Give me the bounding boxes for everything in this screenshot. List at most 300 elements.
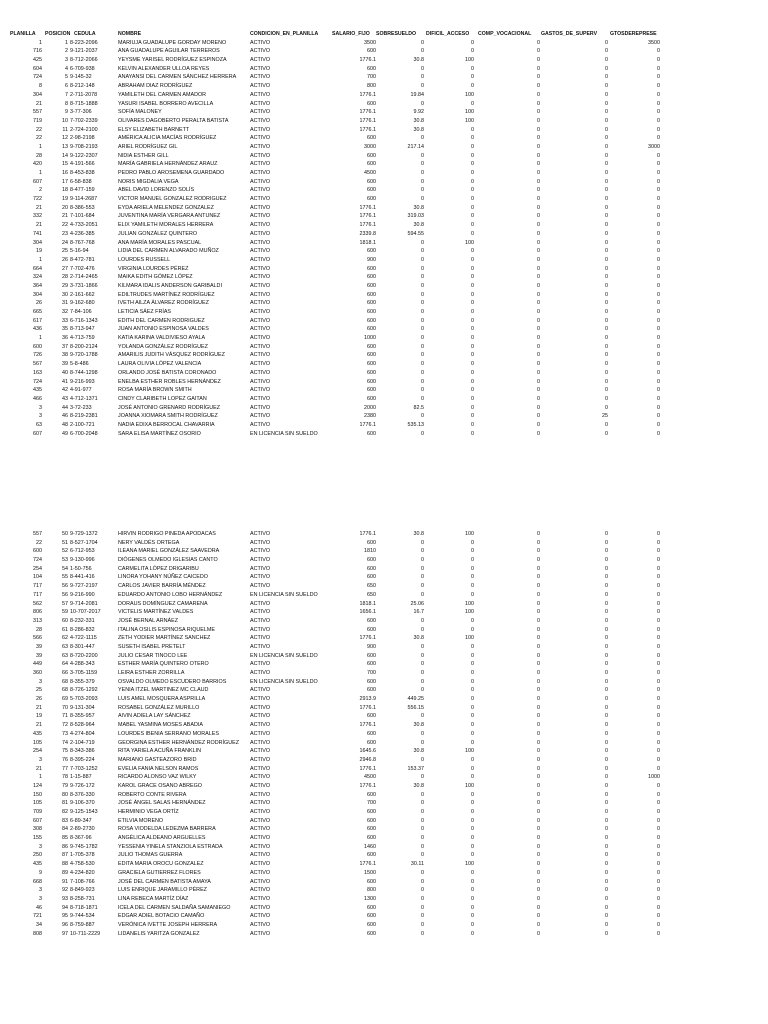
cell-salario: 600	[367, 152, 376, 159]
cell-planilla: 1	[39, 143, 42, 150]
table-row	[0, 265, 768, 274]
table-row	[0, 317, 768, 326]
cell-dificil-acceso: 0	[471, 335, 474, 342]
cell-planilla: 3	[39, 756, 42, 763]
cell-comp-vocacional: 0	[537, 904, 540, 911]
cell-salario: 600	[367, 274, 376, 281]
table-row	[0, 378, 768, 387]
cell-dificil-acceso: 0	[471, 395, 474, 402]
cell-condicion: ACTIVO	[250, 635, 271, 642]
cell-posicion: 61	[62, 626, 68, 633]
cell-gtosdeprese: 0	[657, 196, 660, 203]
cell-comp-vocacional: 0	[537, 548, 540, 555]
cell-posicion: 56	[62, 591, 68, 598]
cell-gastos-superv: 0	[605, 335, 608, 342]
cell-gtosdeprese: 0	[657, 609, 660, 616]
cell-dificil-acceso: 0	[471, 800, 474, 807]
cell-condicion: ACTIVO	[250, 361, 271, 368]
cell-dificil-acceso: 0	[471, 826, 474, 833]
cell-condicion: ACTIVO	[250, 643, 271, 650]
cell-nombre: LETICIA SÁEZ FRÍAS	[118, 309, 172, 315]
cell-comp-vocacional: 0	[537, 65, 540, 72]
table-row	[0, 799, 768, 808]
cell-posicion: 89	[62, 869, 68, 876]
cell-gtosdeprese: 0	[657, 782, 660, 789]
cell-comp-vocacional: 0	[537, 782, 540, 789]
cell-gastos-superv: 0	[605, 213, 608, 220]
cell-sobresueldo: 0	[421, 265, 424, 272]
header-comp-vocacional: COMP_VOCACIONAL	[478, 31, 532, 37]
cell-posicion: 95	[62, 913, 68, 920]
cell-planilla: 724	[33, 557, 42, 564]
cell-gtosdeprese: 0	[657, 756, 660, 763]
cell-condicion: ACTIVO	[250, 65, 271, 72]
cell-gtosdeprese: 0	[657, 170, 660, 176]
cell-sobresueldo: 0	[421, 617, 424, 624]
cell-gtosdeprese: 0	[657, 291, 660, 298]
cell-gastos-superv: 0	[605, 39, 608, 46]
cell-salario: 1300	[364, 895, 376, 902]
cell-gastos-superv: 0	[605, 774, 608, 781]
cell-condicion: ACTIVO	[250, 74, 271, 81]
cell-salario: 600	[367, 343, 376, 350]
cell-gtosdeprese: 0	[657, 404, 660, 411]
cell-gtosdeprese: 0	[657, 161, 660, 168]
cell-nombre: MARIANO GASTEAZORO BRID	[118, 756, 197, 763]
cell-nombre: YAMILETH DEL CARMEN AMADOR	[118, 91, 207, 98]
cell-nombre: YENIA ITZEL MARTINEZ MC CLAUD	[118, 687, 209, 694]
cell-nombre: LUIS ENRIQUE JARAMILLO PÉREZ	[118, 887, 207, 894]
table-row	[0, 860, 768, 869]
cell-nombre: JOANNA XIOMARA SMITH RODRÍGUEZ	[118, 413, 218, 420]
cell-condicion: ACTIVO	[250, 791, 271, 798]
cell-condicion: ACTIVO	[250, 626, 271, 633]
cell-planilla: 1	[39, 39, 42, 46]
table-row	[0, 582, 768, 591]
table-row	[0, 608, 768, 617]
cell-posicion: 71	[62, 713, 68, 720]
cell-dificil-acceso: 100	[465, 782, 474, 789]
cell-cedula: 9-131-304	[70, 704, 95, 711]
table-row	[0, 100, 768, 109]
cell-posicion: 28	[62, 274, 68, 281]
cell-posicion: 12	[62, 135, 68, 142]
cell-salario: 600	[367, 187, 376, 194]
cell-planilla: 1	[39, 256, 42, 263]
cell-planilla: 22	[36, 126, 42, 133]
cell-planilla: 28	[36, 626, 42, 633]
cell-comp-vocacional: 0	[537, 843, 540, 850]
cell-planilla: 1	[39, 774, 42, 781]
cell-dificil-acceso: 0	[471, 756, 474, 763]
cell-dificil-acceso: 0	[471, 317, 474, 324]
cell-cedula: 4-236-385	[70, 230, 95, 237]
cell-posicion: 83	[62, 817, 68, 824]
cell-nombre: JOSÉ BERNAL ARNÁEZ	[118, 617, 179, 624]
cell-posicion: 6	[65, 83, 68, 90]
cell-planilla: 8	[39, 83, 42, 90]
cell-planilla: 709	[33, 809, 42, 815]
cell-gtosdeprese: 0	[657, 635, 660, 642]
cell-dificil-acceso: 100	[465, 531, 474, 537]
cell-posicion: 15	[62, 161, 68, 168]
table-row	[0, 421, 768, 430]
cell-gastos-superv: 0	[605, 421, 608, 428]
cell-condicion: ACTIVO	[250, 921, 271, 928]
cell-gastos-superv: 0	[605, 65, 608, 72]
cell-condicion: ACTIVO	[250, 835, 271, 842]
cell-comp-vocacional: 0	[537, 326, 540, 333]
cell-nombre: CARLOS JAVIER BARRÍA MÉNDEZ	[118, 583, 206, 590]
cell-sobresueldo: 0	[421, 652, 424, 659]
cell-posicion: 4	[65, 65, 68, 72]
cell-comp-vocacional: 0	[537, 678, 540, 685]
cell-cedula: 1-50-756	[70, 565, 92, 572]
table-row	[0, 869, 768, 878]
cell-gtosdeprese: 0	[657, 282, 660, 289]
cell-cedula: 3-77-306	[70, 109, 92, 116]
cell-cedula: 9-745-1782	[70, 843, 98, 850]
cell-posicion: 94	[62, 904, 68, 911]
cell-dificil-acceso: 0	[471, 413, 474, 420]
cell-cedula: 8-744-1298	[70, 369, 98, 376]
cell-condicion: ACTIVO	[250, 335, 271, 342]
table-row	[0, 695, 768, 704]
cell-comp-vocacional: 0	[537, 430, 540, 437]
cell-posicion: 18	[62, 187, 68, 194]
cell-condicion: ACTIVO	[250, 574, 271, 581]
cell-planilla: 567	[33, 361, 42, 368]
cell-planilla: 566	[33, 635, 42, 642]
table-body-1	[0, 39, 768, 439]
cell-condicion: ACTIVO	[250, 782, 271, 789]
cell-condicion: EN LICENCIA SIN SUELDO	[250, 678, 318, 685]
cell-gtosdeprese: 0	[657, 687, 660, 694]
cell-cedula: 9-714-2081	[70, 600, 98, 607]
cell-condicion: ACTIVO	[250, 704, 271, 711]
cell-condicion: ACTIVO	[250, 239, 271, 246]
cell-dificil-acceso: 0	[471, 222, 474, 229]
cell-gastos-superv: 0	[605, 143, 608, 150]
cell-planilla: 26	[36, 300, 42, 307]
cell-nombre: LEIRA ESTHER ZORRILLA	[118, 670, 185, 676]
cell-planilla: 19	[36, 248, 42, 255]
cell-sobresueldo: 535.13	[407, 421, 424, 428]
cell-comp-vocacional: 0	[537, 895, 540, 902]
cell-cedula: 8-441-416	[70, 574, 95, 581]
header-sobresueldo: SOBRESUELDO	[376, 31, 417, 37]
cell-sobresueldo: 0	[421, 539, 424, 546]
cell-sobresueldo: 0	[421, 817, 424, 824]
cell-gastos-superv: 25	[602, 413, 608, 420]
cell-condicion: ACTIVO	[250, 317, 271, 324]
cell-salario: 4500	[364, 774, 376, 781]
cell-posicion: 92	[62, 887, 68, 894]
cell-comp-vocacional: 0	[537, 378, 540, 385]
cell-condicion: ACTIVO	[250, 300, 271, 307]
header-gastos-superv: GASTOS_DE_SUPERV	[541, 31, 598, 37]
cell-sobresueldo: 0	[421, 178, 424, 185]
cell-dificil-acceso: 0	[471, 48, 474, 55]
cell-planilla: 105	[33, 800, 42, 807]
cell-dificil-acceso: 0	[471, 230, 474, 237]
cell-planilla: 3	[39, 895, 42, 902]
cell-salario: 600	[367, 626, 376, 633]
cell-sobresueldo: 594.55	[407, 230, 424, 237]
cell-gtosdeprese: 0	[657, 661, 660, 668]
cell-condicion: ACTIVO	[250, 143, 271, 150]
cell-posicion: 23	[62, 230, 68, 237]
cell-sobresueldo: 0	[421, 335, 424, 342]
cell-gtosdeprese: 0	[657, 852, 660, 859]
header-cedula: CEDULA	[74, 31, 96, 37]
cell-salario: 1776.1	[359, 213, 376, 220]
cell-posicion: 1	[65, 39, 68, 46]
cell-gtosdeprese: 0	[657, 248, 660, 255]
cell-condicion: ACTIVO	[250, 765, 271, 772]
cell-comp-vocacional: 0	[537, 143, 540, 150]
cell-gastos-superv: 0	[605, 617, 608, 624]
cell-gastos-superv: 0	[605, 248, 608, 255]
cell-gastos-superv: 0	[605, 635, 608, 642]
cell-comp-vocacional: 0	[537, 748, 540, 755]
table-row	[0, 430, 768, 439]
table-row	[0, 91, 768, 100]
table-row	[0, 547, 768, 556]
table-row	[0, 712, 768, 721]
cell-comp-vocacional: 0	[537, 826, 540, 833]
cell-comp-vocacional: 0	[537, 74, 540, 81]
cell-posicion: 75	[62, 748, 68, 755]
table-row	[0, 334, 768, 343]
cell-comp-vocacional: 0	[537, 574, 540, 581]
cell-comp-vocacional: 0	[537, 421, 540, 428]
cell-sobresueldo: 0	[421, 756, 424, 763]
cell-comp-vocacional: 0	[537, 100, 540, 107]
cell-nombre: YOLANDA GONZÁLEZ RODRÍGUEZ	[118, 343, 208, 350]
cell-condicion: ACTIVO	[250, 213, 271, 220]
cell-sobresueldo: 0	[421, 274, 424, 281]
cell-condicion: ACTIVO	[250, 800, 271, 807]
cell-gtosdeprese: 3000	[648, 143, 660, 150]
cell-gastos-superv: 0	[605, 626, 608, 633]
table-row	[0, 412, 768, 421]
cell-sobresueldo: 30.8	[413, 126, 424, 133]
table-row	[0, 152, 768, 161]
cell-nombre: NERY VALDÉS ORTEGA	[118, 539, 180, 546]
cell-salario: 1776.1	[359, 704, 376, 711]
cell-condicion: ACTIVO	[250, 152, 271, 159]
cell-salario: 1776.1	[359, 861, 376, 868]
cell-salario: 900	[367, 643, 376, 650]
cell-cedula: 8-258-731	[70, 895, 95, 902]
cell-gastos-superv: 0	[605, 57, 608, 64]
cell-comp-vocacional: 0	[537, 282, 540, 289]
cell-gtosdeprese: 0	[657, 765, 660, 772]
cell-dificil-acceso: 0	[471, 878, 474, 885]
cell-sobresueldo: 30.8	[413, 117, 424, 124]
cell-nombre: AMÉRICA ALICIA MACÍAS RODRÍGUEZ	[118, 135, 217, 142]
cell-sobresueldo: 25.06	[410, 600, 424, 607]
cell-comp-vocacional: 0	[537, 300, 540, 307]
cell-nombre: GRACIELA GUTIERREZ FLORES	[118, 869, 201, 876]
cell-cedula: 8-477-159	[70, 187, 95, 194]
cell-posicion: 79	[62, 782, 68, 789]
table-body-2	[0, 530, 768, 938]
cell-posicion: 31	[62, 300, 68, 307]
cell-gtosdeprese: 0	[657, 369, 660, 376]
cell-nombre: EDUARDO ANTONIO LOBO HERNÁNDEZ	[118, 591, 223, 598]
cell-planilla: 9	[39, 869, 42, 876]
cell-dificil-acceso: 0	[471, 170, 474, 176]
cell-gtosdeprese: 0	[657, 213, 660, 220]
cell-comp-vocacional: 0	[537, 204, 540, 211]
cell-salario: 600	[367, 557, 376, 564]
cell-condicion: ACTIVO	[250, 265, 271, 272]
cell-cedula: 4-274-804	[70, 730, 95, 737]
table-row	[0, 169, 768, 178]
cell-planilla: 3	[39, 404, 42, 411]
table-row	[0, 239, 768, 248]
cell-dificil-acceso: 0	[471, 83, 474, 90]
cell-gastos-superv: 0	[605, 187, 608, 194]
cell-comp-vocacional: 0	[537, 335, 540, 342]
cell-gtosdeprese: 0	[657, 309, 660, 315]
cell-gastos-superv: 0	[605, 222, 608, 229]
cell-posicion: 30	[62, 291, 68, 298]
cell-dificil-acceso: 0	[471, 835, 474, 842]
cell-gastos-superv: 0	[605, 204, 608, 211]
cell-gtosdeprese: 1000	[648, 774, 660, 781]
cell-sobresueldo: 0	[421, 913, 424, 920]
cell-cedula: 1-705-378	[70, 852, 95, 859]
cell-posicion: 29	[62, 282, 68, 289]
table-row	[0, 530, 768, 539]
cell-comp-vocacional: 0	[537, 835, 540, 842]
cell-planilla: 724	[33, 74, 42, 81]
cell-nombre: JULIO CESAR TINOCO LEE	[118, 652, 188, 659]
cell-posicion: 36	[62, 335, 68, 342]
cell-cedula: 2-714-2465	[70, 274, 98, 281]
cell-dificil-acceso: 100	[465, 57, 474, 64]
cell-salario: 600	[367, 921, 376, 928]
cell-cedula: 9-121-2037	[70, 48, 98, 55]
cell-nombre: MAIKA EDITH GÓMEZ LÓPEZ	[118, 274, 193, 281]
cell-cedula: 6-89-347	[70, 817, 92, 824]
cell-nombre: NADIA EDIXA BERROCAL CHAVARRIA	[118, 421, 215, 428]
cell-gtosdeprese: 0	[657, 222, 660, 229]
cell-planilla: 324	[33, 274, 42, 281]
cell-planilla: 716	[33, 48, 42, 55]
cell-dificil-acceso: 0	[471, 809, 474, 815]
cell-nombre: ROBERTO CONTE RIVERA	[118, 791, 187, 798]
cell-gastos-superv: 0	[605, 809, 608, 815]
table-row	[0, 404, 768, 413]
cell-salario: 3500	[364, 39, 376, 46]
cell-salario: 1656.1	[359, 609, 376, 616]
cell-sobresueldo: 30.8	[413, 204, 424, 211]
cell-salario: 600	[367, 565, 376, 572]
cell-planilla: 717	[33, 583, 42, 590]
cell-salario: 1776.1	[359, 765, 376, 772]
cell-posicion: 63	[62, 643, 68, 650]
cell-dificil-acceso: 0	[471, 361, 474, 368]
cell-nombre: LIDIA DEL CARMEN ALVARADO MUÑOZ	[118, 248, 219, 255]
cell-salario: 700	[367, 74, 376, 81]
cell-cedula: 4-722-1115	[70, 635, 97, 642]
cell-nombre: KATIA KARINA VALDIVIESO AYALA	[118, 335, 206, 342]
cell-posicion: 42	[62, 387, 68, 394]
cell-dificil-acceso: 100	[465, 635, 474, 642]
cell-condicion: ACTIVO	[250, 548, 271, 555]
cell-planilla: 19	[36, 713, 42, 720]
table-row	[0, 369, 768, 378]
cell-gastos-superv: 0	[605, 791, 608, 798]
cell-nombre: YEYSME YARISEL RODRÍGUEZ ESPINOZA	[118, 57, 227, 64]
table-row	[0, 686, 768, 695]
cell-gtosdeprese: 0	[657, 300, 660, 307]
cell-condicion: ACTIVO	[250, 187, 271, 194]
cell-salario: 600	[367, 878, 376, 885]
cell-comp-vocacional: 0	[537, 878, 540, 885]
cell-condicion: ACTIVO	[250, 48, 271, 55]
table-row	[0, 108, 768, 117]
cell-planilla: 163	[33, 369, 42, 376]
cell-gastos-superv: 0	[605, 583, 608, 590]
cell-sobresueldo: 319.03	[407, 213, 424, 220]
cell-planilla: 607	[33, 178, 42, 185]
cell-cedula: 8-849-923	[70, 887, 95, 894]
cell-sobresueldo: 0	[421, 643, 424, 650]
cell-salario: 600	[367, 430, 376, 437]
cell-posicion: 10	[62, 117, 68, 124]
cell-condicion: ACTIVO	[250, 256, 271, 263]
cell-dificil-acceso: 0	[471, 404, 474, 411]
cell-gastos-superv: 0	[605, 739, 608, 746]
cell-comp-vocacional: 0	[537, 343, 540, 350]
cell-gtosdeprese: 0	[657, 904, 660, 911]
cell-nombre: EDITA MARIA OROCU GONZALEZ	[118, 861, 204, 868]
cell-cedula: 2-98-2198	[70, 135, 95, 142]
cell-salario: 600	[367, 395, 376, 402]
table-row	[0, 134, 768, 143]
cell-planilla: 557	[33, 531, 42, 537]
cell-gastos-superv: 0	[605, 574, 608, 581]
table-row	[0, 160, 768, 169]
payroll-table-part-2	[0, 530, 768, 938]
cell-comp-vocacional: 0	[537, 57, 540, 64]
cell-condicion: ACTIVO	[250, 531, 271, 537]
cell-salario: 1776.1	[359, 204, 376, 211]
cell-condicion: ACTIVO	[250, 852, 271, 859]
cell-cedula: 8-212-148	[70, 83, 95, 90]
cell-posicion: 46	[62, 413, 68, 420]
cell-comp-vocacional: 0	[537, 196, 540, 203]
cell-gtosdeprese: 0	[657, 204, 660, 211]
cell-planilla: 155	[33, 835, 42, 842]
cell-posicion: 7	[65, 91, 68, 98]
cell-comp-vocacional: 0	[537, 39, 540, 46]
cell-nombre: SOFÍA MALONEY	[118, 109, 162, 116]
table-row	[0, 573, 768, 582]
cell-salario: 600	[367, 378, 376, 385]
cell-gastos-superv: 0	[605, 930, 608, 937]
cell-nombre: ETILVIA MORENO	[118, 817, 164, 824]
cell-gtosdeprese: 0	[657, 791, 660, 798]
cell-sobresueldo: 30.8	[413, 748, 424, 755]
cell-sobresueldo: 0	[421, 361, 424, 368]
cell-gastos-superv: 0	[605, 826, 608, 833]
